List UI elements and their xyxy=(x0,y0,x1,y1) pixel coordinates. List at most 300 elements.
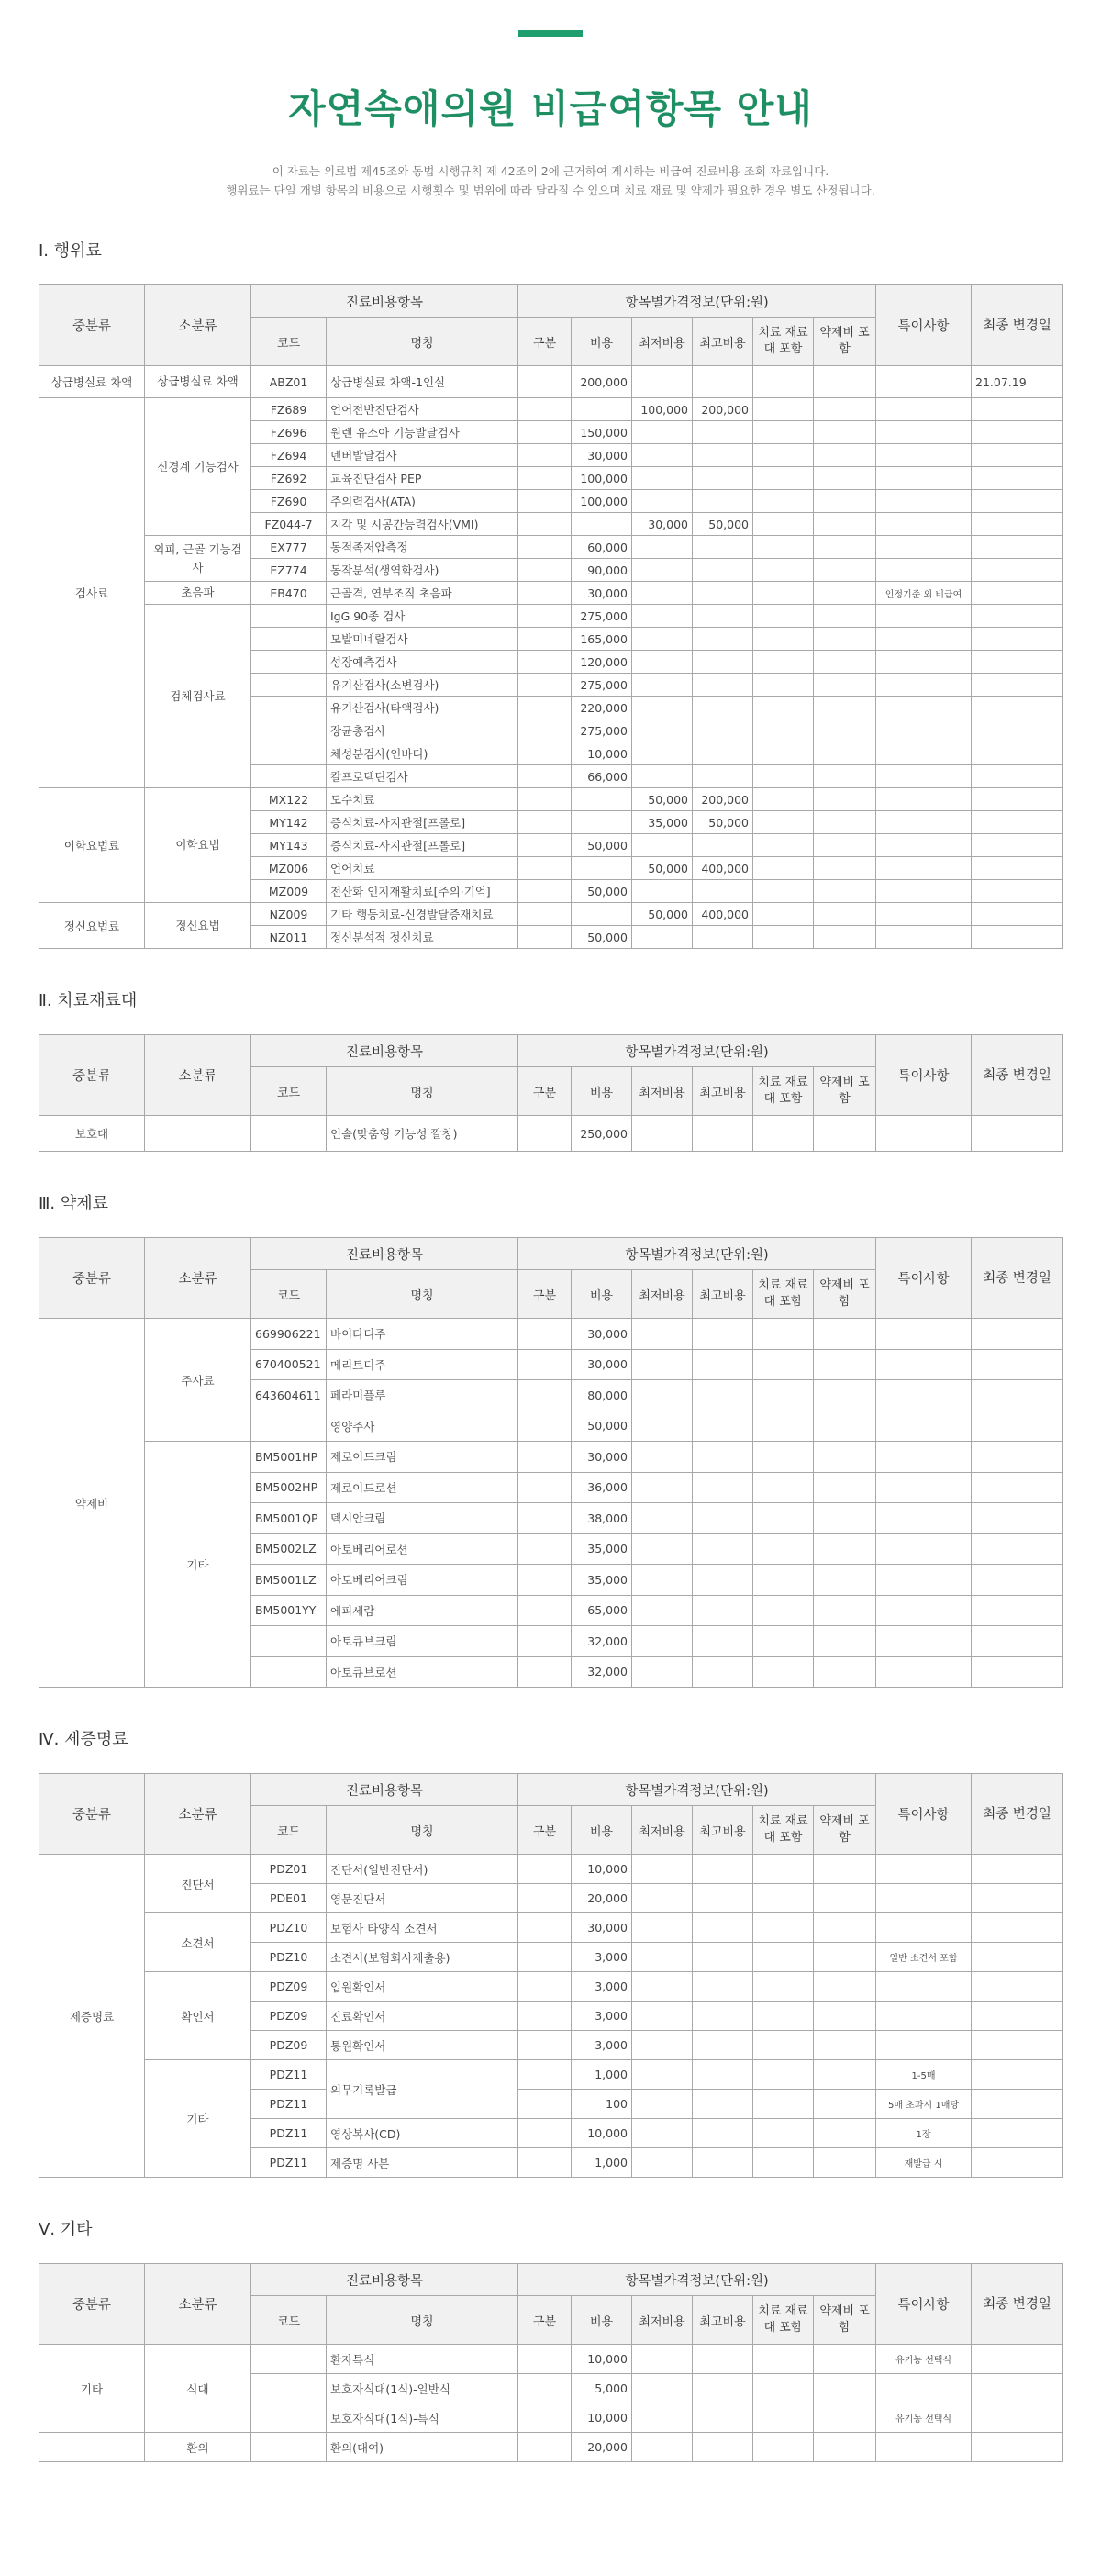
cell-code: BM5002LZ xyxy=(251,1533,327,1565)
cell-min xyxy=(632,1913,693,1943)
cell-code: BM5001HP xyxy=(251,1442,327,1473)
cell-cost: 10,000 xyxy=(572,2119,632,2148)
cell-code xyxy=(251,697,327,719)
cell-max xyxy=(693,421,753,444)
cell-min xyxy=(632,1116,693,1152)
cell-code: FZ690 xyxy=(251,490,327,513)
cell-min xyxy=(632,697,693,719)
cell-date xyxy=(972,788,1063,811)
cell-note xyxy=(876,1972,972,2002)
cell-sub: 외피, 근골 기능검사 xyxy=(145,536,251,582)
cell-note xyxy=(876,1319,972,1350)
cell-cost: 20,000 xyxy=(572,2433,632,2462)
cell-name: 소견서(보험회사제출용) xyxy=(327,1943,518,1972)
col-note: 특이사항 xyxy=(876,1774,972,1855)
cell-name: 상급병실료 차액-1인실 xyxy=(327,366,518,398)
intro-line: 이 자료는 의료법 제45조와 동법 시행규칙 제 42조의 2에 근거하여 게시하는 비급여 진료비용 조회 자료입니다. xyxy=(272,164,829,178)
cell-cost: 3,000 xyxy=(572,1943,632,1972)
cell-drug xyxy=(814,2002,876,2031)
cell-name: 제로이드크림 xyxy=(327,1442,518,1473)
cell-material xyxy=(753,719,814,742)
cell-min xyxy=(632,2403,693,2433)
cell-date xyxy=(972,444,1063,467)
cell-cost: 150,000 xyxy=(572,421,632,444)
cell-material xyxy=(753,2060,814,2090)
table-row xyxy=(39,2060,1063,2090)
col-max: 최고비용 xyxy=(693,1270,753,1319)
cell-code: EB470 xyxy=(251,582,327,605)
intro-line: 행위료는 단일 개별 항목의 비용으로 시행횟수 및 범위에 따라 달라질 수 있으며 치료 재료 및 약제가 필요한 경우 별도 산정됩니다. xyxy=(226,184,875,197)
cell-date xyxy=(972,765,1063,788)
col-mid: 중분류 xyxy=(39,285,145,366)
cell-drug xyxy=(814,398,876,421)
col-min: 최저비용 xyxy=(632,2296,693,2345)
cell-date xyxy=(972,1411,1063,1442)
col-sub: 소분류 xyxy=(145,1035,251,1116)
cell-max xyxy=(693,559,753,582)
cell-type xyxy=(518,674,572,697)
section-title-4: Ⅳ. 제증명료 xyxy=(39,1730,128,1749)
col-mid: 중분류 xyxy=(39,1035,145,1116)
cell-sub: 기타 xyxy=(145,2060,251,2178)
cell-material xyxy=(753,834,814,857)
cell-type xyxy=(518,1472,572,1503)
col-drug: 약제비 포함 xyxy=(814,1270,876,1319)
cell-code: NZ009 xyxy=(251,903,327,926)
col-material: 치료 재료대 포함 xyxy=(753,1806,814,1855)
cell-drug xyxy=(814,2345,876,2374)
cell-drug xyxy=(814,1472,876,1503)
col-material: 치료 재료대 포함 xyxy=(753,1067,814,1116)
cell-material xyxy=(753,765,814,788)
cell-date xyxy=(972,582,1063,605)
cell-note xyxy=(876,2002,972,2031)
cell-cost: 10,000 xyxy=(572,2403,632,2433)
cell-sub: 확인서 xyxy=(145,1972,251,2060)
cell-material xyxy=(753,467,814,490)
cell-date xyxy=(972,2031,1063,2060)
cell-note xyxy=(876,559,972,582)
cell-cost: 10,000 xyxy=(572,742,632,765)
col-min: 최저비용 xyxy=(632,1806,693,1855)
cell-cost: 30,000 xyxy=(572,1349,632,1380)
cell-drug xyxy=(814,2148,876,2178)
cell-code: FZ044-7 xyxy=(251,513,327,536)
cell-note xyxy=(876,1533,972,1565)
cell-max xyxy=(693,582,753,605)
cell-sub: 상급병실료 차액 xyxy=(145,366,251,398)
col-name: 명칭 xyxy=(327,1806,518,1855)
col-drug: 약제비 포함 xyxy=(814,1806,876,1855)
cell-max xyxy=(693,2031,753,2060)
cell-material xyxy=(753,2148,814,2178)
cell-type xyxy=(518,651,572,674)
col-group-price: 항목별가격정보(단위:원) xyxy=(518,1774,876,1806)
cell-material xyxy=(753,2031,814,2060)
cell-max xyxy=(693,2148,753,2178)
cell-name: 아토큐브크림 xyxy=(327,1626,518,1657)
cell-note xyxy=(876,697,972,719)
cell-drug xyxy=(814,857,876,880)
page xyxy=(39,30,1062,2517)
cell-material xyxy=(753,1533,814,1565)
col-cost: 비용 xyxy=(572,318,632,366)
cell-cost: 275,000 xyxy=(572,674,632,697)
col-type: 구분 xyxy=(518,1806,572,1855)
cell-min xyxy=(632,742,693,765)
cell-cost: 20,000 xyxy=(572,1884,632,1913)
cell-max xyxy=(693,1913,753,1943)
cell-min xyxy=(632,2345,693,2374)
cell-note xyxy=(876,1855,972,1884)
cell-name: 에피세람 xyxy=(327,1595,518,1626)
col-name: 명칭 xyxy=(327,2296,518,2345)
cell-code: BM5001YY xyxy=(251,1595,327,1626)
cell-max xyxy=(693,1943,753,1972)
cell-cost: 32,000 xyxy=(572,1626,632,1657)
cell-note xyxy=(876,926,972,949)
cell-type xyxy=(518,926,572,949)
cell-material xyxy=(753,1565,814,1596)
cell-min xyxy=(632,2374,693,2403)
cell-max xyxy=(693,880,753,903)
cell-min xyxy=(632,605,693,628)
table-row xyxy=(39,398,1063,421)
cell-max: 50,000 xyxy=(693,513,753,536)
cell-name: 기타 행동치료-신경발달증재치료 xyxy=(327,903,518,926)
cell-min xyxy=(632,765,693,788)
cell-name: 영문진단서 xyxy=(327,1884,518,1913)
cell-cost: 60,000 xyxy=(572,536,632,559)
cell-code: PDZ11 xyxy=(251,2119,327,2148)
cell-date xyxy=(972,2403,1063,2433)
cell-min xyxy=(632,2002,693,2031)
cell-type xyxy=(518,421,572,444)
col-drug: 약제비 포함 xyxy=(814,318,876,366)
cell-name: 모발미네랄검사 xyxy=(327,628,518,651)
col-min: 최저비용 xyxy=(632,318,693,366)
cell-mid: 기타 xyxy=(39,2345,145,2433)
cell-min: 100,000 xyxy=(632,398,693,421)
cell-material xyxy=(753,513,814,536)
cell-type xyxy=(518,1349,572,1380)
cell-type xyxy=(518,536,572,559)
cell-note xyxy=(876,719,972,742)
cell-mid: 검사료 xyxy=(39,398,145,788)
col-max: 최고비용 xyxy=(693,2296,753,2345)
cell-drug xyxy=(814,582,876,605)
cell-mid xyxy=(39,2433,145,2462)
col-code: 코드 xyxy=(251,1067,327,1116)
cell-name: 지각 및 시공간능력검사(VMI) xyxy=(327,513,518,536)
cell-code xyxy=(251,2403,327,2433)
cell-date xyxy=(972,857,1063,880)
cell-max xyxy=(693,1972,753,2002)
cell-max xyxy=(693,628,753,651)
cell-date xyxy=(972,1319,1063,1350)
cell-type xyxy=(518,467,572,490)
cell-min xyxy=(632,2031,693,2060)
cell-min xyxy=(632,651,693,674)
cell-material xyxy=(753,536,814,559)
cell-material xyxy=(753,651,814,674)
cell-name: IgG 90종 검사 xyxy=(327,605,518,628)
cell-cost: 50,000 xyxy=(572,926,632,949)
col-code: 코드 xyxy=(251,318,327,366)
cell-type xyxy=(518,2031,572,2060)
cell-date xyxy=(972,2002,1063,2031)
cell-name: 진단서(일반진단서) xyxy=(327,1855,518,1884)
cell-max xyxy=(693,1349,753,1380)
cell-date xyxy=(972,1472,1063,1503)
cell-min xyxy=(632,1380,693,1411)
cell-date xyxy=(972,2060,1063,2090)
cell-name: 제증명 사본 xyxy=(327,2148,518,2178)
cell-drug xyxy=(814,651,876,674)
cell-material xyxy=(753,398,814,421)
cell-min xyxy=(632,421,693,444)
col-sub: 소분류 xyxy=(145,2264,251,2345)
cell-drug xyxy=(814,1595,876,1626)
cell-max xyxy=(693,1503,753,1534)
cell-cost xyxy=(572,788,632,811)
cell-material xyxy=(753,628,814,651)
col-date: 최종 변경일 xyxy=(972,2264,1063,2345)
cell-max xyxy=(693,490,753,513)
table-procedure-fees xyxy=(39,284,1063,949)
col-mid: 중분류 xyxy=(39,2264,145,2345)
cell-material xyxy=(753,1855,814,1884)
cell-drug xyxy=(814,1943,876,1972)
cell-cost: 275,000 xyxy=(572,605,632,628)
cell-name: 증식치료-사지관절[프롤로] xyxy=(327,811,518,834)
cell-note xyxy=(876,880,972,903)
cell-code: NZ011 xyxy=(251,926,327,949)
col-cost: 비용 xyxy=(572,2296,632,2345)
cell-name: 체성분검사(인바디) xyxy=(327,742,518,765)
cell-cost: 36,000 xyxy=(572,1472,632,1503)
cell-drug xyxy=(814,926,876,949)
cell-code: PDZ09 xyxy=(251,2002,327,2031)
cell-max xyxy=(693,2090,753,2119)
cell-min: 50,000 xyxy=(632,857,693,880)
col-group-price: 항목별가격정보(단위:원) xyxy=(518,285,876,318)
cell-max xyxy=(693,1565,753,1596)
cell-code: EZ774 xyxy=(251,559,327,582)
cell-min xyxy=(632,2060,693,2090)
cell-sub: 진단서 xyxy=(145,1855,251,1913)
cell-min xyxy=(632,1411,693,1442)
cell-name: 메리트디주 xyxy=(327,1349,518,1380)
cell-max xyxy=(693,697,753,719)
cell-code: MX122 xyxy=(251,788,327,811)
cell-max xyxy=(693,765,753,788)
col-type: 구분 xyxy=(518,1270,572,1319)
cell-min xyxy=(632,674,693,697)
cell-date xyxy=(972,2374,1063,2403)
cell-drug xyxy=(814,2374,876,2403)
cell-drug xyxy=(814,490,876,513)
cell-code: 670400521 xyxy=(251,1349,327,1380)
cell-drug xyxy=(814,742,876,765)
cell-type xyxy=(518,1442,572,1473)
cell-type xyxy=(518,1972,572,2002)
cell-drug xyxy=(814,697,876,719)
cell-material xyxy=(753,1319,814,1350)
cell-type xyxy=(518,857,572,880)
col-note: 특이사항 xyxy=(876,2264,972,2345)
cell-type xyxy=(518,1884,572,1913)
cell-type xyxy=(518,1943,572,1972)
cell-code: PDE01 xyxy=(251,1884,327,1913)
cell-note xyxy=(876,903,972,926)
cell-name: 동작분석(생역학검사) xyxy=(327,559,518,582)
cell-name: 보호자식대(1식)-특식 xyxy=(327,2403,518,2433)
cell-cost xyxy=(572,513,632,536)
col-name: 명칭 xyxy=(327,318,518,366)
cell-type xyxy=(518,742,572,765)
cell-type xyxy=(518,2060,572,2090)
cell-min xyxy=(632,1533,693,1565)
cell-date xyxy=(972,1349,1063,1380)
cell-material xyxy=(753,1913,814,1943)
cell-date xyxy=(972,2433,1063,2462)
cell-min xyxy=(632,2090,693,2119)
cell-note xyxy=(876,628,972,651)
cell-note xyxy=(876,605,972,628)
cell-date xyxy=(972,1884,1063,1913)
col-min: 최저비용 xyxy=(632,1270,693,1319)
cell-note xyxy=(876,1656,972,1688)
col-code: 코드 xyxy=(251,1806,327,1855)
cell-note: 5매 초과시 1매당 xyxy=(876,2090,972,2119)
cell-max xyxy=(693,366,753,398)
cell-sub: 소견서 xyxy=(145,1913,251,1972)
title-accent-bar xyxy=(518,30,583,37)
cell-date xyxy=(972,903,1063,926)
cell-code: PDZ11 xyxy=(251,2148,327,2178)
cell-date xyxy=(972,513,1063,536)
col-group-price: 항목별가격정보(단위:원) xyxy=(518,2264,876,2296)
cell-date xyxy=(972,2119,1063,2148)
cell-drug xyxy=(814,834,876,857)
cell-type xyxy=(518,903,572,926)
cell-max xyxy=(693,1855,753,1884)
cell-material xyxy=(753,366,814,398)
cell-material xyxy=(753,788,814,811)
cell-code: MY142 xyxy=(251,811,327,834)
cell-min xyxy=(632,1855,693,1884)
cell-max xyxy=(693,719,753,742)
section-title-1: Ⅰ. 행위료 xyxy=(39,241,102,261)
cell-min xyxy=(632,1565,693,1596)
cell-sub: 이학요법 xyxy=(145,788,251,903)
cell-drug xyxy=(814,674,876,697)
cell-date xyxy=(972,628,1063,651)
cell-min xyxy=(632,536,693,559)
cell-drug xyxy=(814,2119,876,2148)
cell-date xyxy=(972,811,1063,834)
cell-type xyxy=(518,1116,572,1152)
cell-type xyxy=(518,1380,572,1411)
cell-code: BM5002HP xyxy=(251,1472,327,1503)
cell-cost: 35,000 xyxy=(572,1533,632,1565)
cell-cost: 1,000 xyxy=(572,2148,632,2178)
cell-name: 칼프로텍틴검사 xyxy=(327,765,518,788)
cell-cost: 200,000 xyxy=(572,366,632,398)
cell-date xyxy=(972,1503,1063,1534)
table-row xyxy=(39,903,1063,926)
cell-type xyxy=(518,2345,572,2374)
cell-note: 유기농 선택식 xyxy=(876,2403,972,2433)
cell-name: 보호자식대(1식)-일반식 xyxy=(327,2374,518,2403)
cell-material xyxy=(753,421,814,444)
cell-code: MY143 xyxy=(251,834,327,857)
cell-type xyxy=(518,765,572,788)
cell-max: 400,000 xyxy=(693,903,753,926)
cell-type xyxy=(518,788,572,811)
cell-drug xyxy=(814,605,876,628)
cell-note xyxy=(876,444,972,467)
cell-cost: 100,000 xyxy=(572,467,632,490)
cell-cost: 65,000 xyxy=(572,1595,632,1626)
cell-name: 주의력검사(ATA) xyxy=(327,490,518,513)
cell-mid: 상급병실료 차액 xyxy=(39,366,145,398)
cell-cost: 66,000 xyxy=(572,765,632,788)
cell-code xyxy=(251,2345,327,2374)
col-group-item: 진료비용항목 xyxy=(251,1035,518,1067)
cell-note: 1장 xyxy=(876,2119,972,2148)
cell-note xyxy=(876,1565,972,1596)
cell-cost: 32,000 xyxy=(572,1656,632,1688)
cell-code xyxy=(251,674,327,697)
cell-drug xyxy=(814,467,876,490)
cell-max xyxy=(693,674,753,697)
table-certificate-fees xyxy=(39,1773,1063,2178)
cell-note xyxy=(876,788,972,811)
cell-min xyxy=(632,1943,693,1972)
cell-drug xyxy=(814,366,876,398)
cell-material xyxy=(753,926,814,949)
cell-type xyxy=(518,1319,572,1350)
cell-material xyxy=(753,1595,814,1626)
cell-max xyxy=(693,2433,753,2462)
cell-code: FZ694 xyxy=(251,444,327,467)
cell-name: 원렌 유소아 기능발달검사 xyxy=(327,421,518,444)
col-group-price: 항목별가격정보(단위:원) xyxy=(518,1035,876,1067)
cell-material xyxy=(753,880,814,903)
col-material: 치료 재료대 포함 xyxy=(753,1270,814,1319)
cell-cost: 30,000 xyxy=(572,1913,632,1943)
cell-min xyxy=(632,628,693,651)
cell-date xyxy=(972,1972,1063,2002)
cell-min xyxy=(632,1884,693,1913)
cell-code xyxy=(251,1656,327,1688)
col-cost: 비용 xyxy=(572,1270,632,1319)
cell-name: 전산화 인지재활치료[주의·기억] xyxy=(327,880,518,903)
cell-material xyxy=(753,1656,814,1688)
cell-date xyxy=(972,559,1063,582)
cell-date xyxy=(972,1533,1063,1565)
cell-cost: 3,000 xyxy=(572,2002,632,2031)
cell-type xyxy=(518,1533,572,1565)
cell-drug xyxy=(814,1656,876,1688)
cell-max xyxy=(693,2002,753,2031)
cell-material xyxy=(753,903,814,926)
cell-type xyxy=(518,811,572,834)
cell-material xyxy=(753,605,814,628)
cell-cost: 275,000 xyxy=(572,719,632,742)
